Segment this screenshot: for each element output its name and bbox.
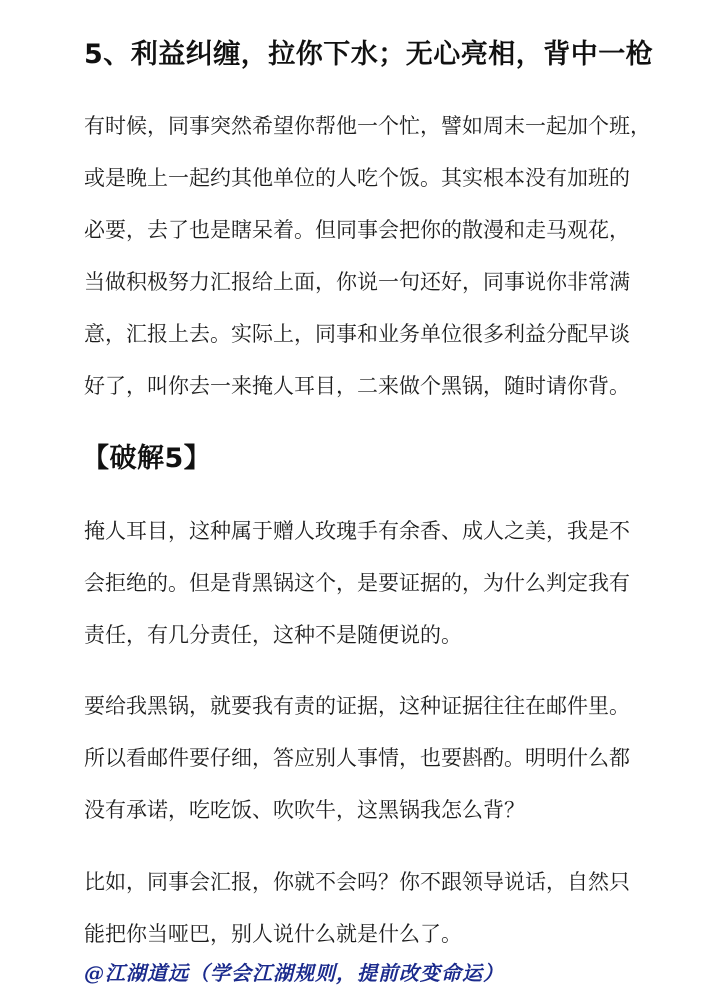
paragraph-line: 有时候，同事突然希望你帮他一个忙，譬如周末一起加个班， [84, 114, 651, 138]
section-paragraph [84, 100, 651, 412]
paragraph-line: 当做积极努力汇报给上面，你说一句还好，同事说你非常满 [84, 270, 630, 294]
crack-paragraph-2 [84, 680, 644, 836]
paragraph-line: 没有承诺，吃吃饭、吹吹牛，这黑锅我怎么背？ [84, 798, 525, 822]
paragraph-line: 比如，同事会汇报，你就不会吗？你不跟领导说话，自然只 [84, 870, 630, 894]
paragraph-line: 或是晚上一起约其他单位的人吃个饭。其实根本没有加班的 [84, 166, 630, 190]
paragraph-line: 能把你当哑巴，别人说什么就是什么了。 [84, 922, 462, 946]
author-watermark: @江湖道远（学会江湖规则，提前改变命运） [84, 961, 504, 985]
paragraph-line: 责任，有几分责任，这种不是随便说的。 [84, 623, 462, 647]
paragraph-line: 意，汇报上去。实际上，同事和业务单位很多利益分配早谈 [84, 322, 630, 346]
paragraph-line: 必要，去了也是瞎呆着。但同事会把你的散漫和走马观花， [84, 218, 630, 242]
crack-heading: 【破解5】 [82, 443, 212, 474]
paragraph-line: 会拒绝的。但是背黑锅这个，是要证据的，为什么判定我有 [84, 571, 630, 595]
section-heading: 5、利益纠缠，拉你下水；无心亮相，背中一枪 [84, 39, 654, 70]
crack-paragraph-3 [84, 856, 644, 960]
paragraph-line: 要给我黑锅，就要我有责的证据，这种证据往往在邮件里。 [84, 694, 630, 718]
paragraph-line: 掩人耳目，这种属于赠人玫瑰手有余香、成人之美，我是不 [84, 519, 630, 543]
paragraph-line: 所以看邮件要仔细，答应别人事情，也要斟酌。明明什么都 [84, 746, 630, 770]
paragraph-line: 好了，叫你去一来掩人耳目，二来做个黑锅，随时请你背。 [84, 374, 630, 398]
crack-paragraph-1 [84, 505, 644, 661]
